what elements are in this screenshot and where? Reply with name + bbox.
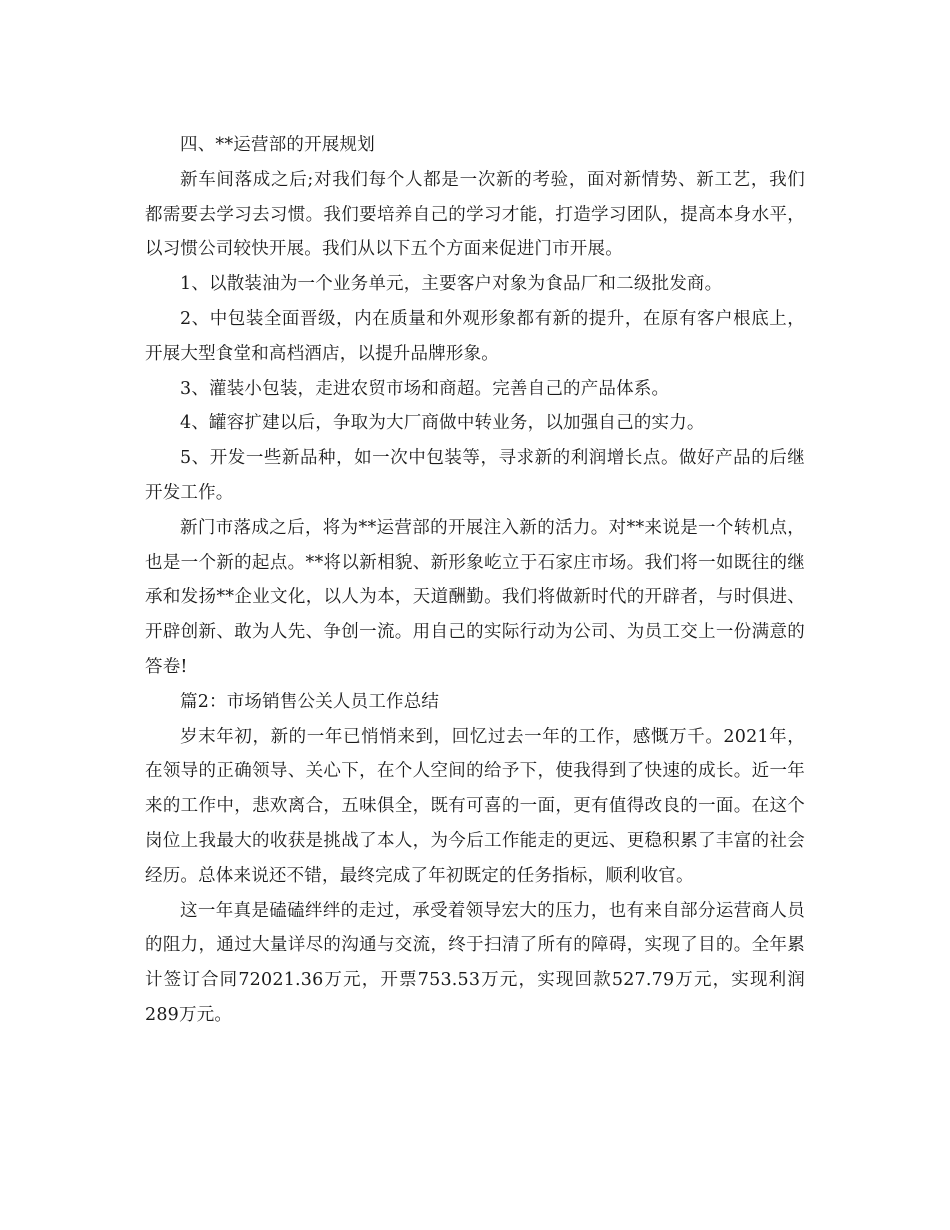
paragraph: 新门市落成之后，将为**运营部的开展注入新的活力。对**来说是一个转机点，也是一个新的起点。**将以新相貌、新形象屹立于石家庄市场。我们将一如既往的继承和发扬**企业文化，以人为本，天道酬勤。我们将做新时代的开辟者，与时俱进、开辟创新、敢为人先、争创一流。用自己的实际行动为公司、为员工交上一份满意的答卷! <box>145 517 805 677</box>
list-item: 4、罐容扩建以后，争取为大厂商做中转业务，以加强自己的实力。 <box>180 413 705 434</box>
list-item: 1、以散装油为一个业务单元，主要客户对象为食品厂和二级批发商。 <box>180 274 723 295</box>
paragraph: 岁末年初，新的一年已悄悄来到，回忆过去一年的工作，感慨万千。2021年，在领导的正确领导、关心下，在个人空间的给予下，使我得到了快速的成长。近一年来的工作中，悲欢离合，五味俱全，既有可喜的一面，更有值得改良的一面。在这个岗位上我最大的收获是挑战了本人，为今后工作能走的更远、更稳积累了丰富的社会经历。总体来说还不错，最终完成了年初既定的任务指标，顺利收官。 <box>145 726 805 886</box>
paragraph: 这一年真是磕磕绊绊的走过，承受着领导宏大的压力，也有来自部分运营商人员的阻力，通过大量详尽的沟通与交流，终于扫清了所有的障碍，实现了目的。全年累计签订合同72021.36万元，开票753.53万元，实现回款527.79万元，实现利润289万元。 <box>145 900 805 1025</box>
list-item: 5、开发一些新品种，如一次中包装等，寻求新的利润增长点。做好产品的后继开发工作。 <box>145 448 805 503</box>
list-item: 3、灌装小包装，走进农贸市场和商超。完善自己的产品体系。 <box>180 378 670 399</box>
section-heading: 四、**运营部的开展规划 <box>180 135 375 155</box>
list-item: 2、中包装全面晋级，内在质量和外观形象都有新的提升，在原有客户根底上，开展大型食堂和高档酒店，以提升品牌形象。 <box>145 308 805 364</box>
document-page <box>145 128 805 1033</box>
paragraph: 新车间落成之后;对我们每个人都是一次新的考验，面对新情势、新工艺，我们都需要去学习去习惯。我们要培养自己的学习才能，打造学习团队，提高本身水平，以习惯公司较快开展。我们从以下五个方面来促进门市开展。 <box>145 169 805 260</box>
section-heading: 篇2：市场销售公关人员工作总结 <box>180 691 440 712</box>
